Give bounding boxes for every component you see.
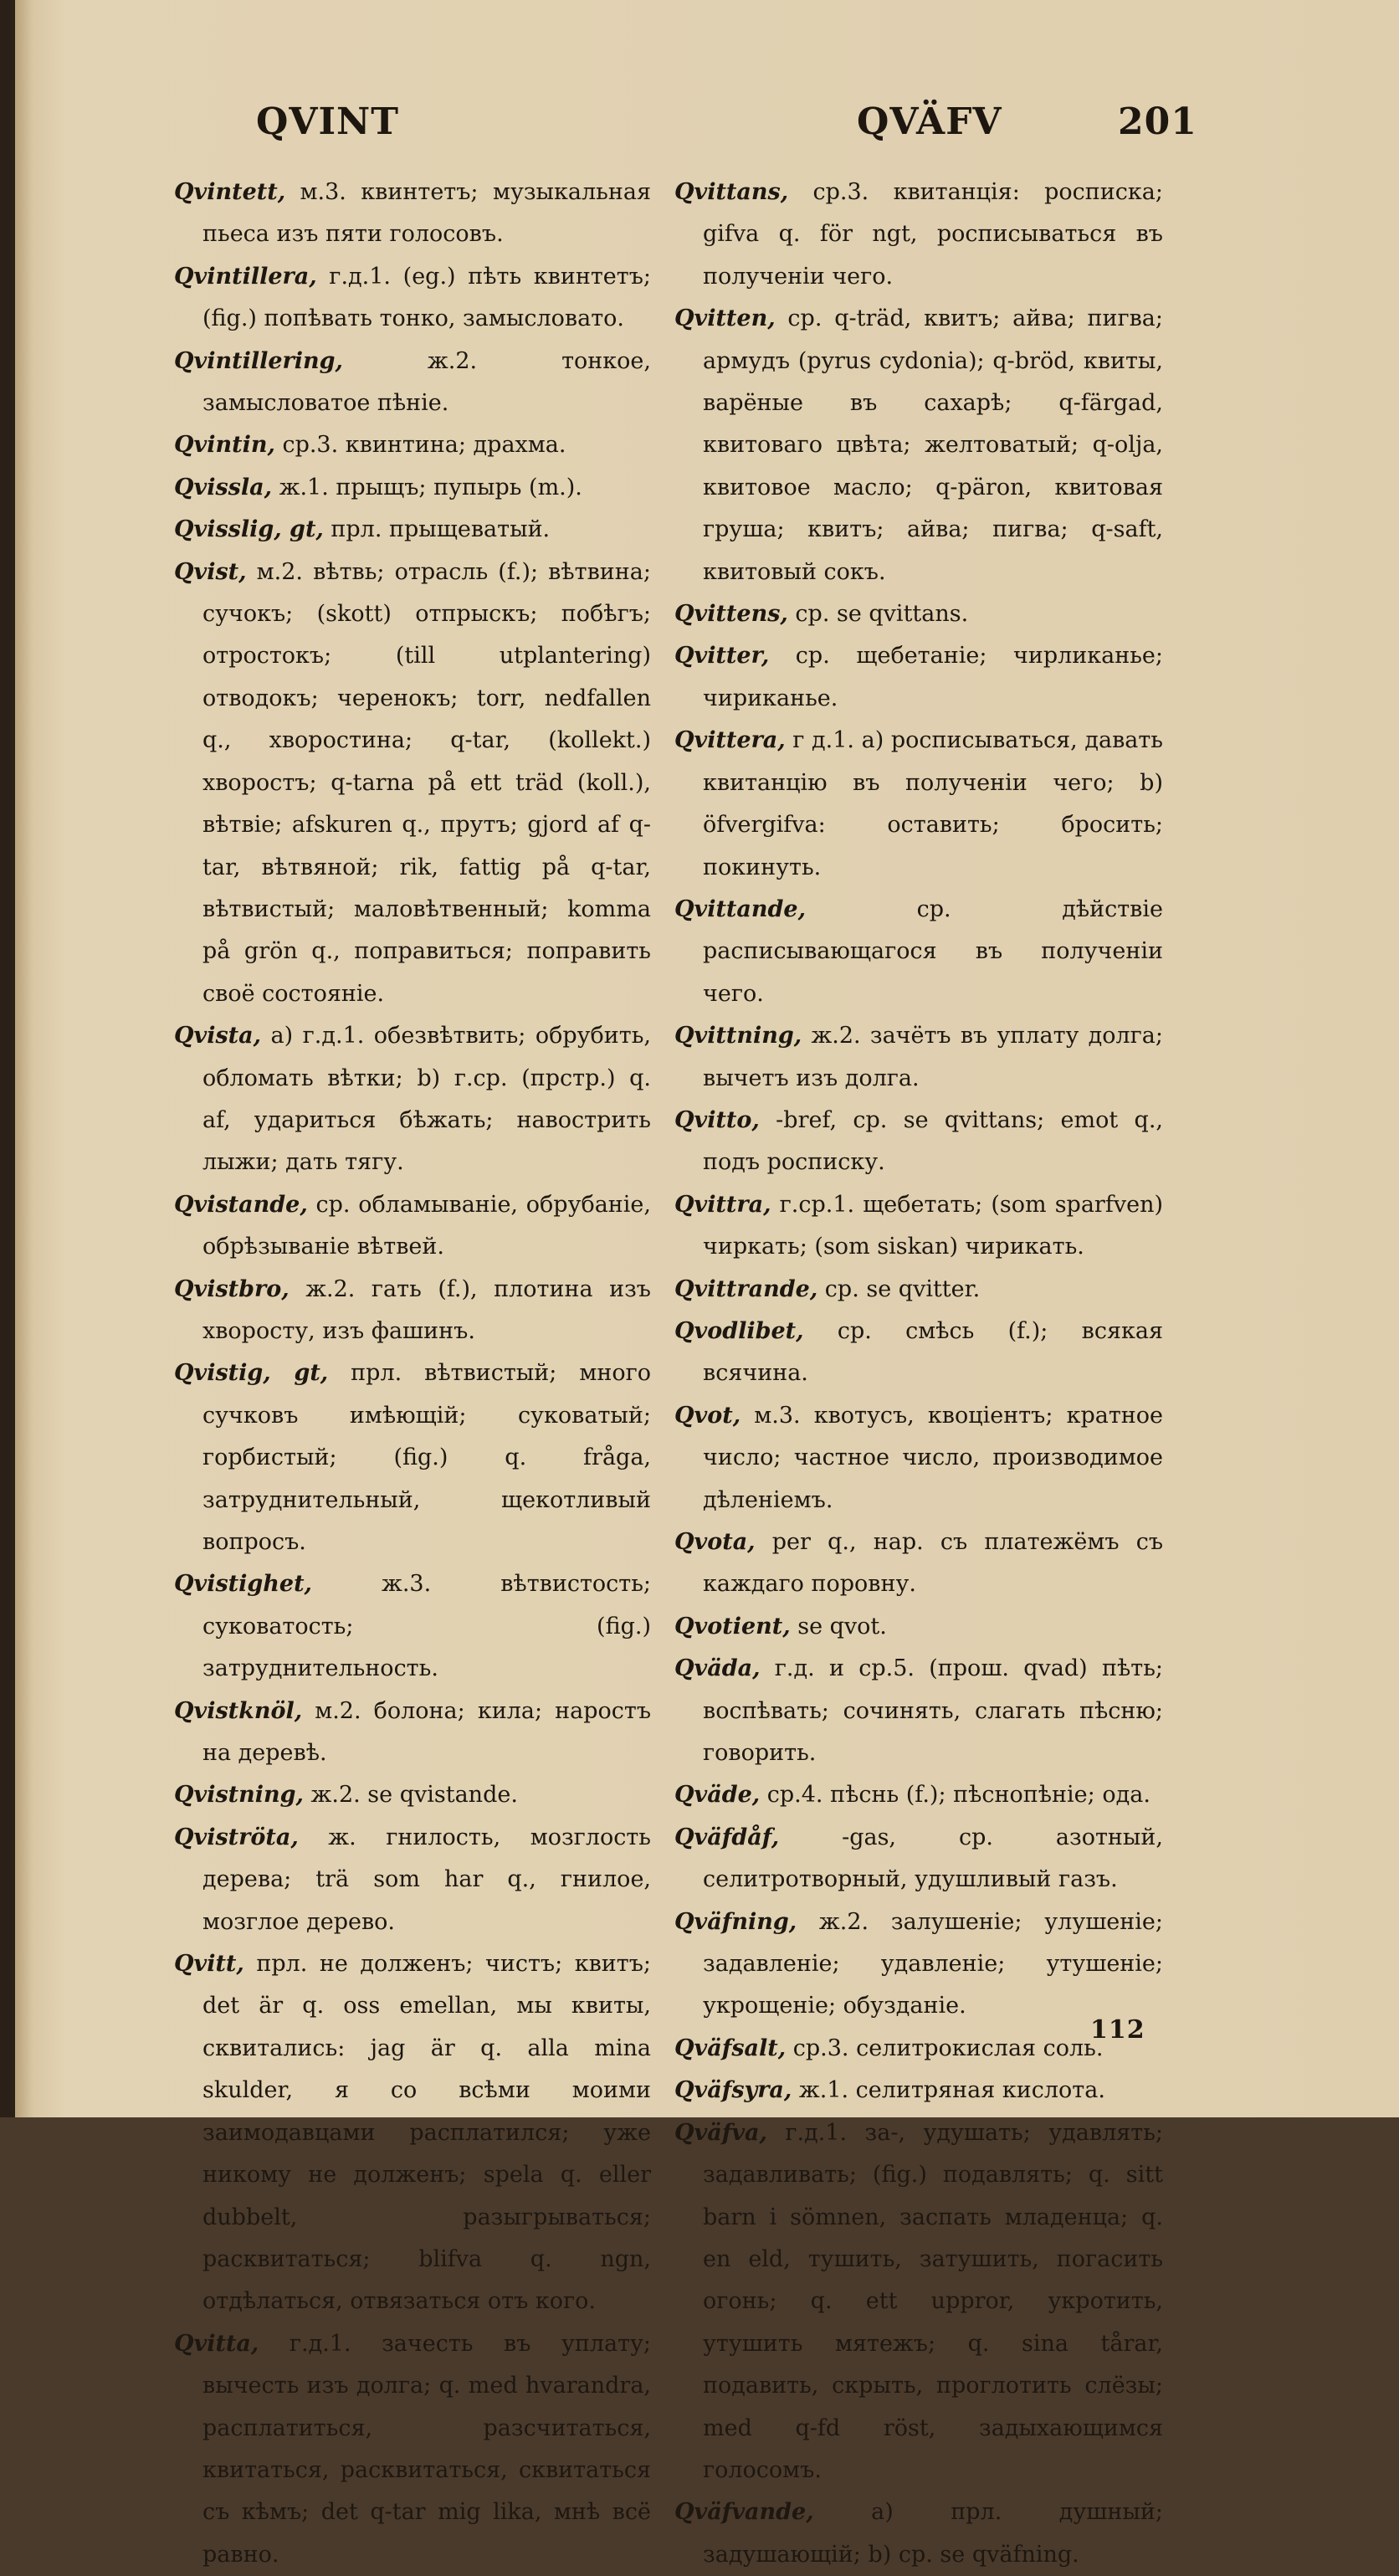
- entry-definition: ср. дѣйствіе расписывающагося въ полученіи чего.: [703, 895, 1163, 1007]
- entry-definition: а) прл. душный; задушающій; b) ср. se qväfning.: [703, 2499, 1163, 2568]
- dictionary-entry: [674, 1901, 1163, 2028]
- entry-definition: м.3. квотусъ, квоціентъ; кратное число; частное число, производимое дѣленіемъ.: [703, 1402, 1163, 1513]
- dictionary-entry: [174, 256, 651, 341]
- entry-definition: ж.3. вѣтвистость; суковатость; (fig.) затруднительность.: [202, 1571, 651, 1682]
- entry-headword: Qväfning,: [674, 1908, 797, 1935]
- entry-definition: ср. щебетаніе; чирликанье; чириканье.: [703, 643, 1163, 711]
- dictionary-entry: [674, 635, 1163, 720]
- entry-definition: se qvot.: [790, 1613, 887, 1640]
- running-head-right: QVÄFV: [857, 100, 1002, 143]
- dictionary-entry: [174, 1184, 651, 1269]
- dictionary-entry: [674, 1774, 1163, 1816]
- entry-definition: прл. не долженъ; чистъ; квитъ; det är q. oss emellan, мы квиты, сквитались: jag är q. alla mina skulder, я со всѣми моими заимодавцами расплатился; уже никому не долженъ; spela q. eller dubbelt, разыгрываться; расквитаться; blifva q. ngn, отдѣлаться, отвязаться отъ кого.: [202, 1951, 651, 2315]
- entry-definition: ж.2. зачётъ въ уплату долга; вычетъ изъ долга.: [703, 1023, 1163, 1091]
- dictionary-entry: [674, 2070, 1163, 2112]
- dictionary-entry: [674, 1395, 1163, 1521]
- dictionary-entry: [174, 2323, 651, 2576]
- entry-headword: Qvotient,: [674, 1613, 791, 1640]
- entry-headword: Qvistknöl,: [174, 1697, 303, 1724]
- entry-definition: ср. se qvittans.: [787, 601, 969, 628]
- entry-headword: Qvitta,: [174, 2330, 259, 2357]
- dictionary-entry: [174, 172, 651, 256]
- entry-headword: Qviströta,: [174, 1824, 299, 1850]
- entry-headword: Qväfsyra,: [674, 2077, 792, 2104]
- entry-headword: Qvist,: [174, 558, 247, 585]
- dictionary-entry: [674, 1817, 1163, 1901]
- entry-headword: Qvistig, gt,: [174, 1360, 329, 1387]
- entry-definition: г.д.1. за-, удушать; удавлять; задавливать; (fig.) подавлять; q. sitt barn i sömnen, заспать младенца; q. en eld, тушить, затушить, погасить огонь; q. ett uppror, укротить, утушить мятежъ; q. sina tårar, подавить, скрыть, проглотить слёзы; med q-fd röst, задыхающимся голосомъ.: [703, 2119, 1163, 2483]
- dictionary-entry: [174, 1943, 651, 2323]
- entry-headword: Qvitto,: [674, 1106, 760, 1133]
- entry-headword: Qväde,: [674, 1782, 761, 1809]
- entry-headword: Qvintett,: [174, 179, 286, 205]
- entry-headword: Qväfvande,: [674, 2499, 814, 2526]
- entry-headword: Qvittera,: [674, 727, 786, 754]
- entry-headword: Qvintillering,: [174, 347, 343, 374]
- entry-definition: ж.2. залушеніе; улушеніе; задавленіе; удавленіе; утушеніе; укрощеніе; обузданіе.: [703, 1908, 1163, 2019]
- entry-headword: Qvitter,: [674, 643, 770, 670]
- entry-definition: м.3. квинтетъ; музыкальная пьеса изъ пяти голосовъ.: [202, 179, 651, 248]
- entry-definition: ж.2. тонкое, замысловатое пѣніе.: [202, 347, 651, 417]
- dictionary-entry: [674, 1648, 1163, 1774]
- entry-definition: а) г.д.1. обезвѣтвить; обрубить, обломать вѣтки; b) г.ср. (прстр.) q. af, удариться бѣжать; навострить лыжи; дать тягу.: [202, 1023, 651, 1176]
- entry-definition: ср.3. квинтина; драхма.: [274, 432, 566, 459]
- entry-headword: Qvodlibet,: [674, 1317, 804, 1344]
- dictionary-entry: [174, 1774, 651, 1816]
- dictionary-entry: [674, 1311, 1163, 1395]
- dictionary-entry: [674, 1100, 1163, 1184]
- entry-definition: ж.2. гать (f.), плотина изъ хворосту, изъ фашинъ.: [202, 1275, 651, 1344]
- entry-definition: г.ср.1. щебетать; (som sparfven) чиркать; (som siskan) чирикать.: [703, 1191, 1163, 1260]
- entry-headword: Qvista,: [174, 1023, 262, 1049]
- dictionary-entry: [174, 1269, 651, 1353]
- entry-headword: Qvittans,: [674, 179, 789, 205]
- entry-definition: г.д. и ср.5. (прош. qvad) пѣть; воспѣвать; сочинять, слагать пѣсню; говорить.: [703, 1655, 1163, 1767]
- dictionary-entry: [174, 1352, 651, 1563]
- entry-definition: ср.3. квитанція: росписка; gifva q. för ngt, росписываться въ полученіи чего.: [703, 179, 1163, 290]
- entry-definition: ж. гнилость, мозглость дерева; trä som har q., гнилое, мозглое дерево.: [202, 1824, 651, 1935]
- entry-headword: Qvisslig, gt,: [174, 516, 324, 543]
- entry-headword: Qvittande,: [674, 895, 806, 922]
- entry-definition: ср.3. селитрокислая соль.: [786, 2035, 1104, 2061]
- entry-definition: ср. обламываніе, обрубаніе, обрѣзываніе вѣтвей.: [202, 1191, 651, 1260]
- dictionary-entry: [674, 1184, 1163, 1269]
- entry-definition: г.д.1. (eg.) пѣть квинтетъ; (fig.) попѣвать тонко, замысловато.: [202, 263, 651, 332]
- entry-headword: Qvittra,: [674, 1191, 771, 1218]
- dictionary-entry: [674, 298, 1163, 593]
- entry-headword: Qvintillera,: [174, 263, 317, 290]
- book-spine-shadow: [0, 0, 15, 2117]
- dictionary-entry: [674, 1015, 1163, 1100]
- page-number: 201: [1118, 100, 1197, 143]
- entry-headword: Qvistighet,: [174, 1571, 312, 1598]
- dictionary-entry: [174, 341, 651, 425]
- entry-definition: -gas, ср. азотный, селитротворный, удушливый газъ.: [703, 1824, 1163, 1893]
- entry-definition: -bref, ср. se qvittans; emot q., подъ росписку.: [703, 1106, 1163, 1176]
- running-head-left: QVINT: [256, 100, 400, 143]
- entry-headword: Qvota,: [674, 1529, 756, 1555]
- entry-headword: Qvitten,: [674, 305, 776, 332]
- dictionary-entry: [174, 424, 651, 466]
- entry-definition: ж.2. se qvistande.: [303, 1782, 518, 1809]
- entry-headword: Qvitt,: [174, 1951, 244, 1978]
- dictionary-entry: [674, 2491, 1163, 2576]
- entry-definition: ж.1. прыщъ; пупырь (m.).: [272, 474, 582, 500]
- dictionary-entry: [174, 1691, 651, 1775]
- dictionary-entry: [674, 1269, 1163, 1311]
- entry-headword: Qväda,: [674, 1655, 761, 1682]
- entry-headword: Qvittrande,: [674, 1275, 818, 1302]
- entry-headword: Qvittens,: [674, 601, 788, 628]
- entry-definition: г д.1. а) росписываться, давать квитанцію въ полученіи чего; b) öfvergifva: оставить; бросить; покинуть.: [703, 727, 1163, 880]
- right-column: [674, 172, 1163, 2576]
- entry-headword: Qväfsalt,: [674, 2035, 787, 2061]
- dictionary-entry: [674, 2112, 1163, 2492]
- entry-headword: Qvot,: [674, 1402, 741, 1429]
- left-column: [174, 172, 651, 2576]
- entry-definition: ср.4. пѣснь (f.); пѣснопѣніе; ода.: [760, 1782, 1150, 1809]
- entry-definition: прл. вѣтвистый; много сучковъ имѣющій; суковатый; горбистый; (fig.) q. fråga, затруднительный, щекотливый вопросъ.: [202, 1360, 651, 1555]
- entry-definition: per q., нар. съ платежёмъ съ каждаго поровну.: [703, 1529, 1163, 1598]
- dictionary-entry: [674, 720, 1163, 889]
- dictionary-entry: [674, 593, 1163, 635]
- entry-definition: ср. смѣсь (f.); всякая всячина.: [703, 1317, 1163, 1387]
- entry-headword: Qvistande,: [174, 1191, 308, 1218]
- entry-headword: Qväfdåf,: [674, 1824, 780, 1850]
- dictionary-entry: [174, 1563, 651, 1690]
- entry-definition: ср. se qvitter.: [817, 1275, 981, 1302]
- dictionary-entry: [174, 552, 651, 1015]
- entry-headword: Qvistning,: [174, 1782, 304, 1809]
- dictionary-entry: [174, 1015, 651, 1184]
- dictionary-entry: [174, 467, 651, 509]
- dictionary-entry: [674, 172, 1163, 298]
- entry-definition: г.д.1. зачесть въ уплату; вычесть изъ долга; q. med hvarandra, расплатиться, разсчитаться, квитаться, расквитаться, сквитаться съ кѣмъ; det q-tar mig lika, мнѣ всё равно.: [202, 2330, 651, 2568]
- entry-definition: ж.1. селитряная кислота.: [792, 2077, 1105, 2104]
- dictionary-page: [15, 0, 1399, 2568]
- entry-headword: Qvintin,: [174, 432, 275, 459]
- dictionary-entry: [674, 1521, 1163, 1606]
- entry-definition: м.2. болона; кила; наростъ на деревѣ.: [202, 1697, 651, 1767]
- dictionary-entry: [674, 889, 1163, 1015]
- entry-definition: м.2. вѣтвь; отрасль (f.); вѣтвина; сучокъ; (skott) отпрыскъ; побѣгъ; отростокъ; (till utplantering) отводокъ; черенокъ; torr, nedfallen q., хворостина; q-tar, (kollekt.) хворостъ; q-tarna på ett träd (koll.), вѣтвіе; afskuren q., прутъ; gjord af q-tar, вѣтвяной; rik, fattig på q-tar, вѣтвистый; маловѣтвенный; komma på grön q., поправиться; поправить своё состояніе.: [202, 558, 651, 1007]
- entry-headword: Qväfva,: [674, 2119, 767, 2146]
- entry-headword: Qvittning,: [674, 1023, 802, 1049]
- dictionary-entry: [674, 1606, 1163, 1648]
- entry-headword: Qvistbro,: [174, 1275, 290, 1302]
- signature-mark: 112: [1090, 2015, 1145, 2045]
- dictionary-entry: [174, 1817, 651, 1943]
- entry-headword: Qvissla,: [174, 474, 273, 500]
- entry-definition: прл. прыщеватый.: [323, 516, 551, 543]
- dictionary-entry: [174, 509, 651, 551]
- entry-definition: ср. q-träd, квитъ; айва; пигва; армудъ (pyrus cydonia); q-bröd, квиты, варёные въ сахарѣ; q-färgad, квитоваго цвѣта; желтоватый; q-olja, квитовое масло; q-päron, квитовая груша; квитъ; айва; пигва; q-saft, квитовый сокъ.: [703, 305, 1163, 585]
